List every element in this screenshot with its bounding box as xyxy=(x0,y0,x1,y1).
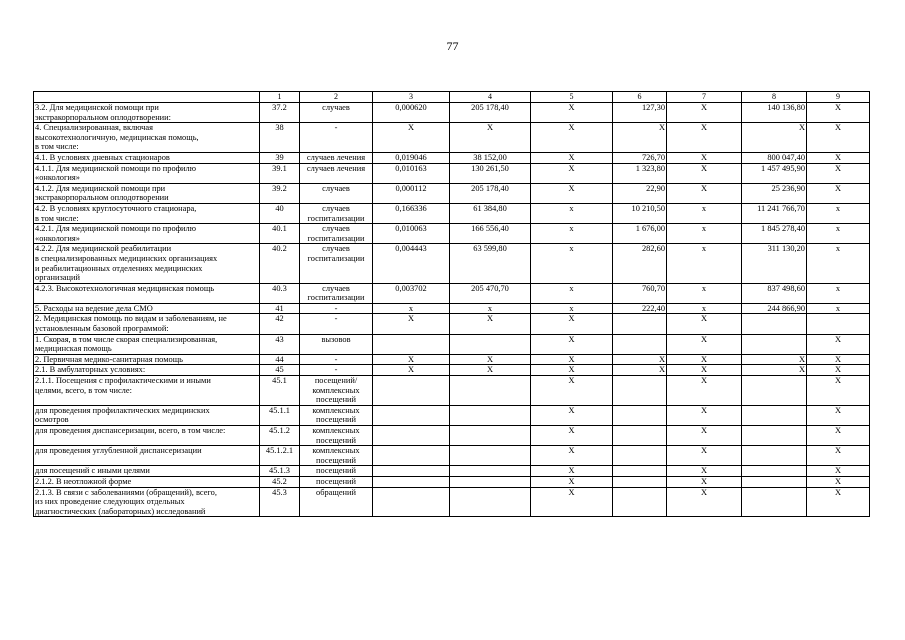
table-row xyxy=(34,365,870,376)
table-row xyxy=(34,152,870,163)
col9-cell: X xyxy=(807,354,870,365)
col3-cell: 0,000112 xyxy=(373,183,450,203)
table-row xyxy=(34,354,870,365)
row-unit-cell: - xyxy=(300,354,373,365)
col7-cell: X xyxy=(667,103,742,123)
col6-cell xyxy=(613,487,667,517)
row-unit-cell: случаев xyxy=(300,183,373,203)
col4-cell: 130 261,50 xyxy=(450,163,531,183)
col5-cell: x xyxy=(531,283,613,303)
table-row xyxy=(34,487,870,517)
row-unit-cell: посещений xyxy=(300,466,373,477)
row-code-cell: 45.1.1 xyxy=(260,405,300,425)
table-row xyxy=(34,314,870,334)
col7-cell: x xyxy=(667,244,742,283)
col5-cell: X xyxy=(531,487,613,517)
col5-cell: x xyxy=(531,303,613,314)
table-row xyxy=(34,163,870,183)
row-code-cell: 39.1 xyxy=(260,163,300,183)
col6-cell xyxy=(613,466,667,477)
col8-cell: 11 241 766,70 xyxy=(742,203,807,223)
table-row xyxy=(34,446,870,466)
row-unit-cell: комплексных посещений xyxy=(300,446,373,466)
col8-cell xyxy=(742,405,807,425)
header-cell: 8 xyxy=(742,92,807,103)
col9-cell: X xyxy=(807,376,870,406)
col6-cell xyxy=(613,476,667,487)
col8-cell: X xyxy=(742,354,807,365)
col5-cell: X xyxy=(531,152,613,163)
col4-cell: X xyxy=(450,314,531,334)
col5-cell: X xyxy=(531,183,613,203)
row-name-cell: для проведения диспансеризации, всего, в том числе: xyxy=(34,426,260,446)
table-row xyxy=(34,334,870,354)
table-row xyxy=(34,224,870,244)
col3-cell: 0,010163 xyxy=(373,163,450,183)
col8-cell: 140 136,80 xyxy=(742,103,807,123)
row-unit-cell: посещений/ комплексных посещений xyxy=(300,376,373,406)
col4-cell: 166 556,40 xyxy=(450,224,531,244)
col3-cell: 0,004443 xyxy=(373,244,450,283)
col8-cell: 837 498,60 xyxy=(742,283,807,303)
col4-cell: 61 384,80 xyxy=(450,203,531,223)
col9-cell: X xyxy=(807,365,870,376)
row-unit-cell: случаев лечения xyxy=(300,163,373,183)
col4-cell: 205 470,70 xyxy=(450,283,531,303)
table-row xyxy=(34,466,870,477)
row-code-cell: 44 xyxy=(260,354,300,365)
row-unit-cell: комплексных посещений xyxy=(300,405,373,425)
col4-cell: 205 178,40 xyxy=(450,183,531,203)
col4-cell xyxy=(450,426,531,446)
row-unit-cell: случаев госпитализации xyxy=(300,224,373,244)
col8-cell: X xyxy=(742,123,807,153)
col7-cell: x xyxy=(667,224,742,244)
col6-cell xyxy=(613,334,667,354)
col8-cell xyxy=(742,314,807,334)
row-code-cell: 39.2 xyxy=(260,183,300,203)
row-name-cell: 4.2.1. Для медицинской помощи по профилю «онкология» xyxy=(34,224,260,244)
col3-cell: X xyxy=(373,314,450,334)
col3-cell: 0,019046 xyxy=(373,152,450,163)
row-unit-cell: вызовов xyxy=(300,334,373,354)
col7-cell: x xyxy=(667,303,742,314)
row-unit-cell: случаев госпитализации xyxy=(300,244,373,283)
col3-cell xyxy=(373,334,450,354)
column-number-header xyxy=(34,92,870,103)
row-code-cell: 37.2 xyxy=(260,103,300,123)
row-code-cell: 40.2 xyxy=(260,244,300,283)
col7-cell: X xyxy=(667,365,742,376)
col8-cell: 311 130,20 xyxy=(742,244,807,283)
col7-cell: X xyxy=(667,426,742,446)
col8-cell: 800 047,40 xyxy=(742,152,807,163)
col8-cell: 1 457 495,90 xyxy=(742,163,807,183)
col7-cell: X xyxy=(667,405,742,425)
row-name-cell: 4. Специализированная, включая высокотехнологичную, медицинская помощь, в том числе: xyxy=(34,123,260,153)
col9-cell: X xyxy=(807,476,870,487)
col8-cell xyxy=(742,487,807,517)
col6-cell: 760,70 xyxy=(613,283,667,303)
table-row xyxy=(34,103,870,123)
col9-cell: X xyxy=(807,426,870,446)
header-cell: 7 xyxy=(667,92,742,103)
col6-cell: 22,90 xyxy=(613,183,667,203)
col7-cell: X xyxy=(667,123,742,153)
col5-cell: X xyxy=(531,365,613,376)
col3-cell: X xyxy=(373,354,450,365)
header-cell: 6 xyxy=(613,92,667,103)
col4-cell: 38 152,00 xyxy=(450,152,531,163)
col7-cell: X xyxy=(667,183,742,203)
col3-cell: x xyxy=(373,303,450,314)
table-row xyxy=(34,426,870,446)
col9-cell: X xyxy=(807,466,870,477)
row-name-cell: 2.1. В амбулаторных условиях: xyxy=(34,365,260,376)
row-unit-cell: случаев xyxy=(300,103,373,123)
col3-cell xyxy=(373,446,450,466)
header-cell: 9 xyxy=(807,92,870,103)
col4-cell: x xyxy=(450,303,531,314)
col9-cell: x xyxy=(807,303,870,314)
row-name-cell: 2.1.2. В неотложной форме xyxy=(34,476,260,487)
col6-cell: 10 210,50 xyxy=(613,203,667,223)
row-name-cell: 4.2.3. Высокотехнологичная медицинская помощь xyxy=(34,283,260,303)
col6-cell xyxy=(613,405,667,425)
row-name-cell: 1. Скорая, в том числе скорая специализированная, медицинская помощь xyxy=(34,334,260,354)
col9-cell: X xyxy=(807,334,870,354)
col7-cell: X xyxy=(667,354,742,365)
col9-cell: X xyxy=(807,152,870,163)
col5-cell: x xyxy=(531,244,613,283)
col4-cell: X xyxy=(450,354,531,365)
table-row xyxy=(34,123,870,153)
col5-cell: X xyxy=(531,354,613,365)
col3-cell xyxy=(373,426,450,446)
col9-cell: X xyxy=(807,163,870,183)
row-unit-cell: комплексных посещений xyxy=(300,426,373,446)
tariff-table xyxy=(33,91,870,517)
table-row xyxy=(34,244,870,283)
col9-cell: X xyxy=(807,446,870,466)
col5-cell: X xyxy=(531,405,613,425)
row-code-cell: 45.1.2.1 xyxy=(260,446,300,466)
col4-cell: X xyxy=(450,123,531,153)
header-cell: 2 xyxy=(300,92,373,103)
col7-cell: X xyxy=(667,314,742,334)
col5-cell: X xyxy=(531,446,613,466)
row-name-cell: для проведения профилактических медицинских осмотров xyxy=(34,405,260,425)
header-cell xyxy=(34,92,260,103)
row-code-cell: 41 xyxy=(260,303,300,314)
col8-cell xyxy=(742,476,807,487)
col3-cell: 0,000620 xyxy=(373,103,450,123)
row-name-cell: для проведения углубленной диспансеризации xyxy=(34,446,260,466)
row-unit-cell: - xyxy=(300,303,373,314)
col8-cell xyxy=(742,426,807,446)
row-name-cell: для посещений с иными целями xyxy=(34,466,260,477)
col3-cell: X xyxy=(373,365,450,376)
table-row xyxy=(34,476,870,487)
col9-cell: x xyxy=(807,283,870,303)
row-code-cell: 45.1.2 xyxy=(260,426,300,446)
col4-cell: 63 599,80 xyxy=(450,244,531,283)
row-name-cell: 4.1.1. Для медицинской помощи по профилю «онкология» xyxy=(34,163,260,183)
table-row xyxy=(34,303,870,314)
row-code-cell: 45.1.3 xyxy=(260,466,300,477)
col6-cell xyxy=(613,376,667,406)
col7-cell: x xyxy=(667,203,742,223)
col3-cell: 0,003702 xyxy=(373,283,450,303)
col6-cell: X xyxy=(613,365,667,376)
table-row xyxy=(34,183,870,203)
col7-cell: X xyxy=(667,476,742,487)
col7-cell: X xyxy=(667,376,742,406)
col8-cell: 25 236,90 xyxy=(742,183,807,203)
row-name-cell: 4.1. В условиях дневных стационаров xyxy=(34,152,260,163)
table-row xyxy=(34,376,870,406)
col5-cell: X xyxy=(531,334,613,354)
col3-cell: X xyxy=(373,123,450,153)
col4-cell: X xyxy=(450,365,531,376)
header-cell: 4 xyxy=(450,92,531,103)
row-code-cell: 45.2 xyxy=(260,476,300,487)
col6-cell xyxy=(613,314,667,334)
row-name-cell: 4.1.2. Для медицинской помощи при экстракорпоральном оплодотворении xyxy=(34,183,260,203)
col9-cell: X xyxy=(807,405,870,425)
row-unit-cell: - xyxy=(300,314,373,334)
row-unit-cell: случаев лечения xyxy=(300,152,373,163)
col5-cell: X xyxy=(531,314,613,334)
row-code-cell: 40.1 xyxy=(260,224,300,244)
col9-cell xyxy=(807,314,870,334)
col8-cell xyxy=(742,466,807,477)
col4-cell xyxy=(450,376,531,406)
col9-cell: X xyxy=(807,487,870,517)
col8-cell xyxy=(742,334,807,354)
col3-cell xyxy=(373,376,450,406)
row-name-cell: 3.2. Для медицинской помощи при экстракорпоральном оплодотворении: xyxy=(34,103,260,123)
col5-cell: X xyxy=(531,123,613,153)
col6-cell xyxy=(613,446,667,466)
col8-cell xyxy=(742,376,807,406)
col4-cell xyxy=(450,487,531,517)
row-code-cell: 45 xyxy=(260,365,300,376)
row-code-cell: 45.1 xyxy=(260,376,300,406)
col8-cell: 244 866,90 xyxy=(742,303,807,314)
row-unit-cell: - xyxy=(300,123,373,153)
row-unit-cell: посещений xyxy=(300,476,373,487)
col9-cell: X xyxy=(807,103,870,123)
col5-cell: X xyxy=(531,163,613,183)
col6-cell: 282,60 xyxy=(613,244,667,283)
col7-cell: X xyxy=(667,334,742,354)
col3-cell xyxy=(373,487,450,517)
col5-cell: x xyxy=(531,224,613,244)
header-cell: 5 xyxy=(531,92,613,103)
row-name-cell: 2. Первичная медико-санитарная помощь xyxy=(34,354,260,365)
col6-cell: X xyxy=(613,354,667,365)
col4-cell xyxy=(450,476,531,487)
col4-cell xyxy=(450,466,531,477)
row-unit-cell: обращений xyxy=(300,487,373,517)
col9-cell: x xyxy=(807,224,870,244)
table-row xyxy=(34,203,870,223)
col4-cell xyxy=(450,405,531,425)
row-code-cell: 39 xyxy=(260,152,300,163)
col6-cell: 222,40 xyxy=(613,303,667,314)
col6-cell: X xyxy=(613,123,667,153)
col7-cell: X xyxy=(667,446,742,466)
col9-cell: x xyxy=(807,244,870,283)
row-name-cell: 2. Медицинская помощь по видам и заболеваниям, не установленным базовой программой: xyxy=(34,314,260,334)
col7-cell: X xyxy=(667,163,742,183)
table-row xyxy=(34,405,870,425)
row-unit-cell: случаев госпитализации xyxy=(300,203,373,223)
col8-cell: 1 845 278,40 xyxy=(742,224,807,244)
row-name-cell: 4.2.2. Для медицинской реабилитации в специализированных медицинских организациях и реабилитационных отделениях медицинских организаций xyxy=(34,244,260,283)
col3-cell xyxy=(373,466,450,477)
col6-cell xyxy=(613,426,667,446)
row-code-cell: 42 xyxy=(260,314,300,334)
col4-cell xyxy=(450,446,531,466)
col3-cell: 0,166336 xyxy=(373,203,450,223)
header-cell: 1 xyxy=(260,92,300,103)
row-code-cell: 43 xyxy=(260,334,300,354)
col8-cell: X xyxy=(742,365,807,376)
row-name-cell: 2.1.1. Посещения с профилактическими и иными целями, всего, в том числе: xyxy=(34,376,260,406)
col8-cell xyxy=(742,446,807,466)
col9-cell: X xyxy=(807,183,870,203)
page-number: 77 xyxy=(446,39,459,53)
row-code-cell: 40.3 xyxy=(260,283,300,303)
row-code-cell: 45.3 xyxy=(260,487,300,517)
col7-cell: X xyxy=(667,466,742,477)
col4-cell: 205 178,40 xyxy=(450,103,531,123)
col3-cell xyxy=(373,405,450,425)
col6-cell: 1 676,00 xyxy=(613,224,667,244)
col9-cell: x xyxy=(807,203,870,223)
col6-cell: 726,70 xyxy=(613,152,667,163)
row-name-cell: 5. Расходы на ведение дела СМО xyxy=(34,303,260,314)
header-cell: 3 xyxy=(373,92,450,103)
col5-cell: x xyxy=(531,203,613,223)
col7-cell: X xyxy=(667,487,742,517)
col3-cell xyxy=(373,476,450,487)
col7-cell: x xyxy=(667,283,742,303)
row-name-cell: 4.2. В условиях круглосуточного стационара, в том числе: xyxy=(34,203,260,223)
col5-cell: X xyxy=(531,376,613,406)
row-unit-cell: случаев госпитализации xyxy=(300,283,373,303)
table-row xyxy=(34,283,870,303)
col3-cell: 0,010063 xyxy=(373,224,450,244)
col5-cell: X xyxy=(531,476,613,487)
col4-cell xyxy=(450,334,531,354)
col9-cell: X xyxy=(807,123,870,153)
row-unit-cell: - xyxy=(300,365,373,376)
col7-cell: X xyxy=(667,152,742,163)
col5-cell: X xyxy=(531,426,613,446)
col5-cell: X xyxy=(531,103,613,123)
col6-cell: 127,30 xyxy=(613,103,667,123)
col5-cell: X xyxy=(531,466,613,477)
col6-cell: 1 323,80 xyxy=(613,163,667,183)
row-code-cell: 38 xyxy=(260,123,300,153)
row-name-cell: 2.1.3. В связи с заболеваниями (обращений), всего, из них проведение следующих отдельных диагностических (лабораторных) исследований xyxy=(34,487,260,517)
row-code-cell: 40 xyxy=(260,203,300,223)
